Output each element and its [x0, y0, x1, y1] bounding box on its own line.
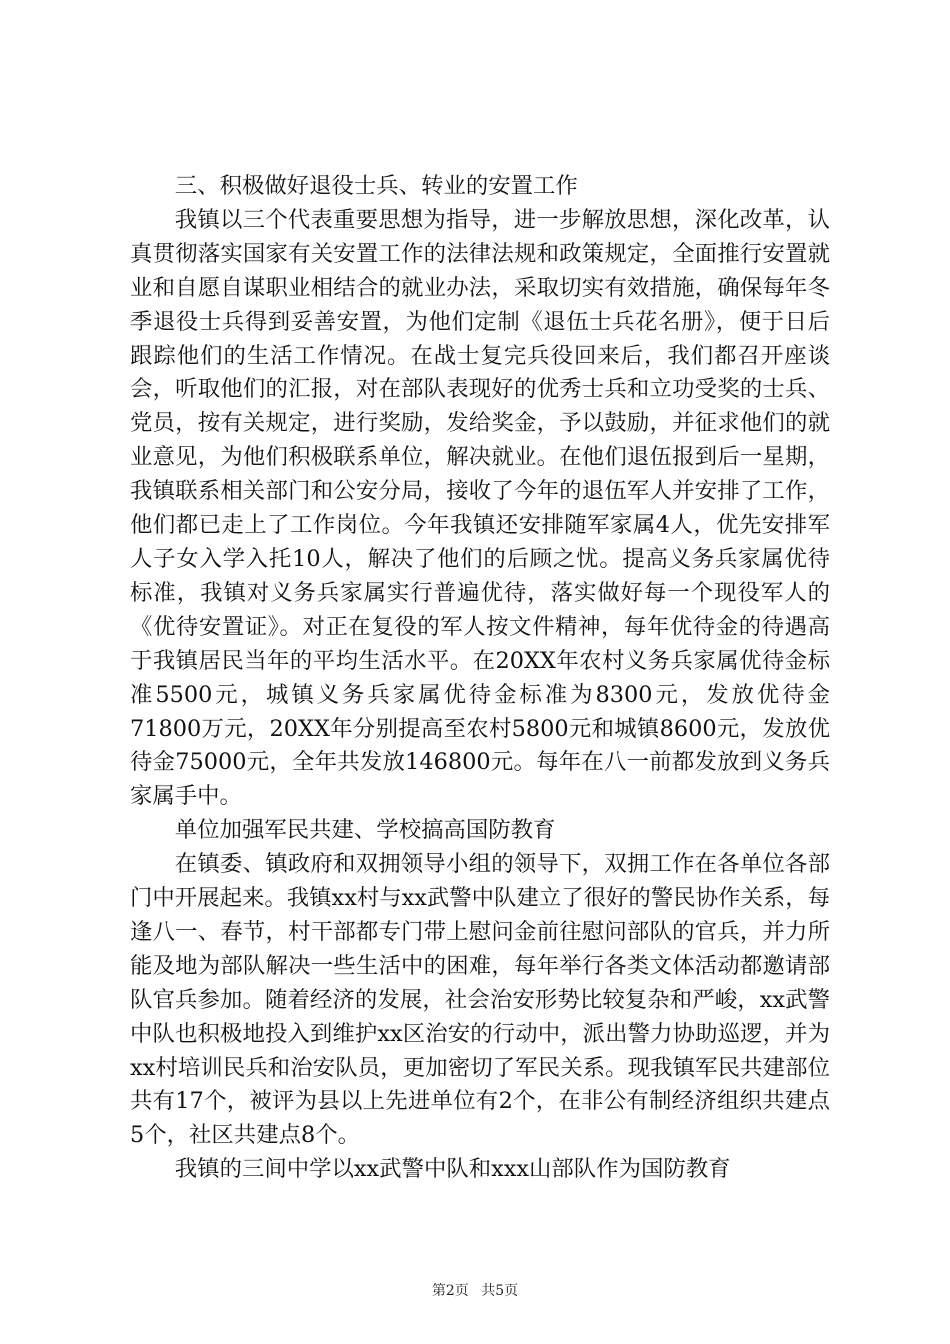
document-body: [130, 170, 830, 1187]
page-footer: [0, 1282, 950, 1300]
section-heading-resettlement: 三、积极做好退役士兵、转业的安置工作: [174, 173, 578, 199]
section-heading-joint-construction: 单位加强军民共建、学校搞高国防教育: [174, 817, 556, 844]
paragraph-defense-education: 我镇的三间中学以xx武警中队和xxx山部队作为国防教育: [174, 1156, 731, 1183]
page-number: 第2页: [431, 1283, 469, 1299]
paragraph-joint-construction: 在镇委、镇政府和双拥领导小组的领导下，双拥工作在各单位各部门中开展起来。我镇xx村与xx武警中队建立了很好的警民协作关系，每逢八一、春节，村干部都专门带上慰问金前往慰问部队的官兵，并力所能及地为部队解决一些生活中的困难，每年举行各类文体活动都邀请部队官兵参加。随着经济的发展，社会治安形势比较复杂和严峻，xx武警中队也积极地投入到维护xx区治安的行动中，派出警力协助巡逻，并为xx村培训民兵和治安队员，更加密切了军民关系。现我镇军民共建部位共有17个，被评为县以上先进单位有2个，在非公有制经济组织共建点5个，社区共建点8个。: [130, 851, 830, 1149]
page-total: 共5页: [481, 1283, 519, 1299]
paragraph-resettlement: 我镇以三个代表重要思想为指导，进一步解放思想，深化改革，认真贯彻落实国家有关安置工作的法律法规和政策规定，全面推行安置就业和自愿自谋职业相结合的就业办法，采取切实有效措施，确保每年冬季退役士兵得到妥善安置，为他们定制《退伍士兵花名册》，便于日后跟踪他们的生活工作情况。在战士复完兵役回来后，我们都召开座谈会，听取他们的汇报，对在部队表现好的优秀士兵和立功受奖的士兵、党员，按有关规定，进行奖励，发给奖金，予以鼓励，并征求他们的就业意见，为他们积极联系单位，解决就业。在他们退伍报到后一星期，我镇联系相关部门和公安分局，接收了今年的退伍军人并安排了工作，他们都已走上了工作岗位。今年我镇还安排随军家属4人，优先安排军人子女入学入托10人，解决了他们的后顾之忧。提高义务兵家属优待标准，我镇对义务兵家属实行普遍优待，落实做好每一个现役军人的《优待安置证》。对正在复役的军人按文件精神，每年优待金的待遇高于我镇居民当年的平均生活水平。在20XX年农村义务兵家属优待金标准5500元，城镇义务兵家属优待金标准为8300元，发放优待金71800万元，20XX年分别提高至农村5800元和城镇8600元，发放优待金75000元，全年共发放146800元。每年在八一前都发放到义务兵家属手中。: [130, 206, 830, 810]
